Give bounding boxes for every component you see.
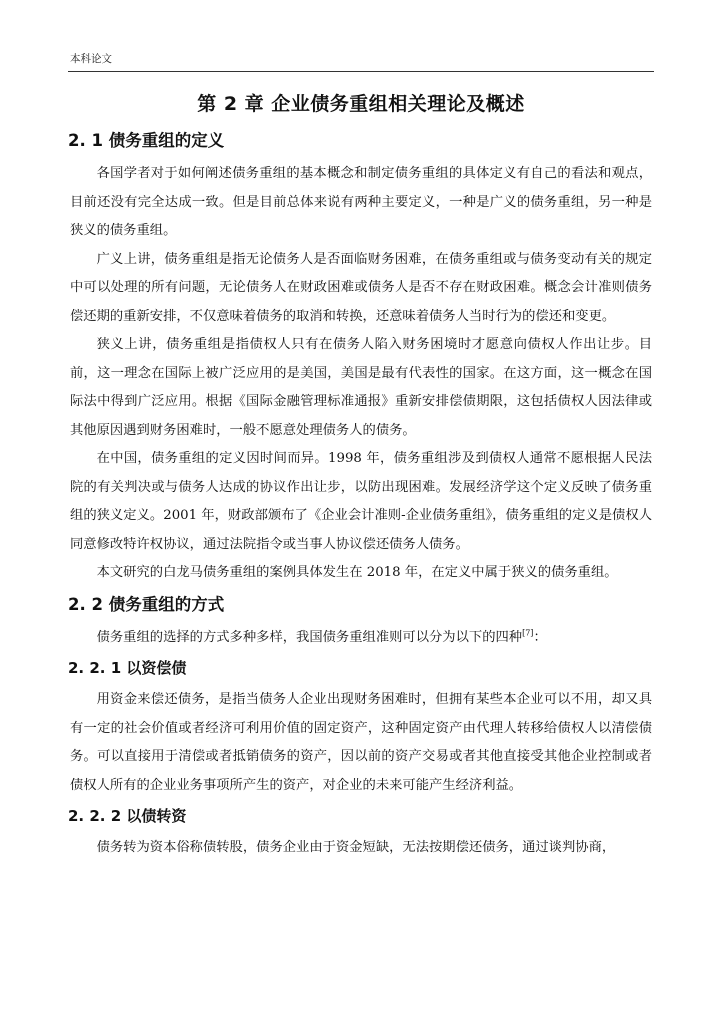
section-2-2-title: 2. 2 债务重组的方式: [68, 594, 225, 614]
running-header: 本科论文: [70, 53, 112, 65]
chapter-title: 第 2 章 企业债务重组相关理论及概述: [197, 93, 525, 115]
paragraph: 在中国，债务重组的定义因时间而异。1998 年，债务重组涉及到债权人通常不愿根据人民法院的有关判决或与债务人达成的协议作出让步，以防出现困难。发展经济学这个定义反映了债务重组的狭义定义。2001 年，财政部颁布了《企业会计准则-企业债务重组》，债务重组的定义是债权人同意修改特许权协议，通过法院指令或当事人协议偿还债务人债务。: [70, 451, 652, 552]
section-2-2-2-title: 2. 2. 2 以债转资: [68, 807, 187, 825]
paragraph: 本文研究的白龙马债务重组的案例具体发生在 2018 年，在定义中属于狭义的债务重组。: [96, 565, 618, 580]
paragraph: 各国学者对于如何阐述债务重组的基本概念和制定债务重组的具体定义有自己的看法和观点，目前还没有完全达成一致。但是目前总体来说有两种主要定义，一种是广义的债务重组，另一种是狭义的债务重组。: [70, 166, 652, 238]
page-content: [70, 90, 652, 863]
paragraph: 用资金来偿还债务，是指当债务人企业出现财务困难时，但拥有某些本企业可以不用，却又具有一定的社会价值或者经济可利用价值的固定资产，这种固定资产由代理人转移给债权人以清偿债务。可以直接用于清偿或者抵销债务的资产，因以前的资产交易或者其他直接受其他企业控制或者债权人所有的企业业务事项所产生的资产，对企业的未来可能产生经济利益。: [70, 692, 652, 793]
header-divider: [68, 71, 654, 72]
citation-marker: [7]: [522, 628, 534, 638]
section-2-2-1-title: 2. 2. 1 以资偿债: [68, 659, 187, 677]
intro-text: 债务重组的选择的方式多种多样，我国债务重组准则可以分为以下的四种: [96, 629, 523, 645]
paragraph: 狭义上讲，债务重组是指债权人只有在债务人陷入财务困境时才愿意向债权人作出让步。目前，这一理念在国际上被广泛应用的是美国，美国是最有代表性的国家。在这方面，这一概念在国际法中得到广泛应用。根据《国际金融管理标准通报》重新安排偿债期限，这包括债权人因法律或其他原因遇到财务困难时，一般不愿意处理债务人的债务。: [70, 337, 652, 438]
section-2-2-intro: [70, 624, 652, 653]
paragraph: 债务转为资本俗称债转股，债务企业由于资金短缺，无法按期偿还债务，通过谈判协商，: [96, 840, 616, 855]
intro-end: ：: [533, 629, 547, 645]
paragraph: 广义上讲，债务重组是指无论债务人是否面临财务困难，在债务重组或与债务变动有关的规定中可以处理的所有问题，无论债务人在财政困难或债务人是否不存在财政困难。概念会计准则债务偿还期的重新安排，不仅意味着债务的取消和转换，还意味着债务人当时行为的偿还和变更。: [70, 251, 652, 324]
section-2-1-title: 2. 1 债务重组的定义: [68, 131, 225, 150]
